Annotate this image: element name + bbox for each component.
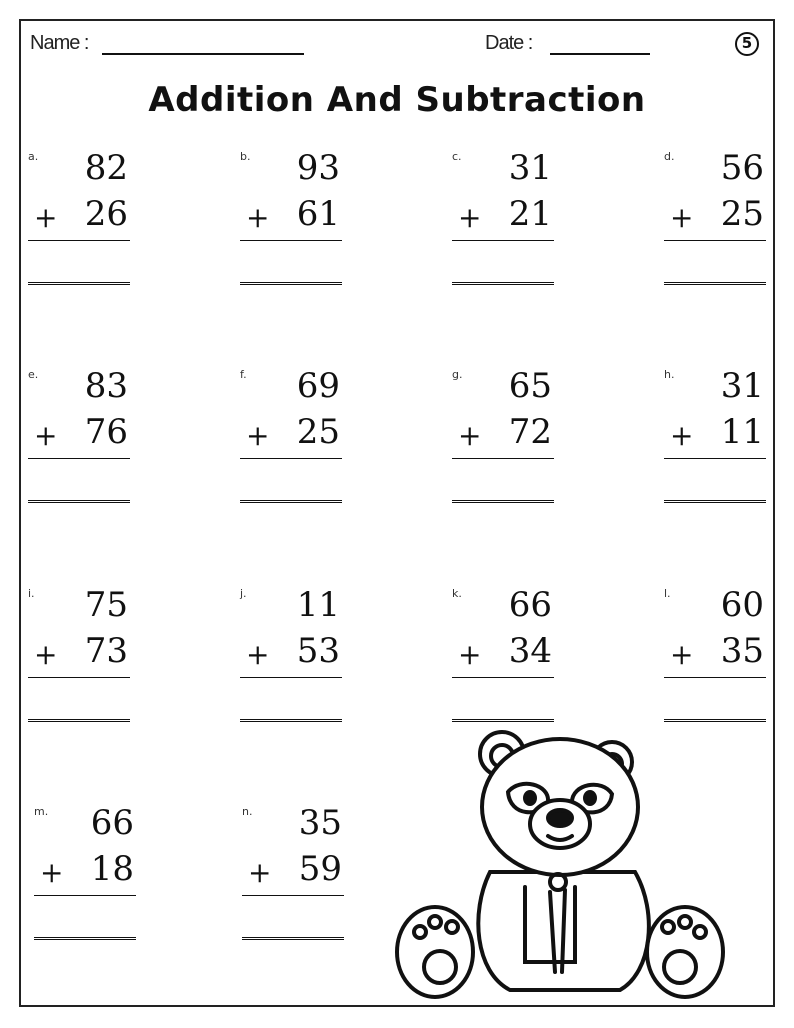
problem-label: j. — [240, 587, 247, 600]
plus-sign: + — [246, 201, 270, 234]
problem-label: d. — [664, 150, 675, 163]
plus-sign: + — [670, 638, 694, 671]
problem-f — [240, 368, 342, 508]
problem-label: i. — [28, 587, 35, 600]
problem-e — [28, 368, 130, 508]
problem-label: c. — [452, 150, 462, 163]
bottom-number: 34 — [508, 631, 552, 671]
panda-illustration — [390, 722, 730, 1002]
plus-sign: + — [246, 638, 270, 671]
answer-line[interactable] — [28, 719, 130, 724]
plus-sign: + — [34, 638, 58, 671]
sum-rule — [664, 677, 766, 678]
answer-line[interactable] — [242, 937, 344, 942]
answer-line[interactable] — [28, 500, 130, 505]
answer-line[interactable] — [28, 282, 130, 287]
sum-rule — [664, 240, 766, 241]
answer-line[interactable] — [34, 937, 136, 942]
bottom-number: 26 — [84, 194, 128, 234]
problem-label: l. — [664, 587, 671, 600]
date-label: Date : — [485, 32, 533, 54]
bottom-number: 59 — [298, 849, 342, 889]
problem-a — [28, 150, 130, 290]
problem-label: m. — [34, 805, 49, 818]
sum-rule — [28, 677, 130, 678]
date-field[interactable] — [550, 53, 650, 55]
bottom-number: 73 — [84, 631, 128, 671]
problem-d — [664, 150, 766, 290]
plus-sign: + — [458, 419, 482, 452]
name-field[interactable] — [102, 53, 304, 55]
plus-sign: + — [246, 419, 270, 452]
top-number: 35 — [298, 803, 342, 843]
sum-rule — [240, 677, 342, 678]
sum-rule — [452, 458, 554, 459]
bottom-number: 21 — [508, 194, 552, 234]
top-number: 83 — [84, 366, 128, 406]
top-number: 75 — [84, 585, 128, 625]
answer-line[interactable] — [240, 719, 342, 724]
sum-rule — [452, 677, 554, 678]
plus-sign: + — [670, 201, 694, 234]
bottom-number: 72 — [508, 412, 552, 452]
plus-sign: + — [34, 201, 58, 234]
sum-rule — [28, 458, 130, 459]
bottom-number: 18 — [90, 849, 134, 889]
sum-rule — [242, 895, 344, 896]
answer-line[interactable] — [452, 282, 554, 287]
problem-g — [452, 368, 554, 508]
problem-c — [452, 150, 554, 290]
top-number: 60 — [720, 585, 764, 625]
problem-label: h. — [664, 368, 675, 381]
sum-rule — [240, 240, 342, 241]
problem-j — [240, 587, 342, 727]
plus-sign: + — [248, 856, 272, 889]
answer-line[interactable] — [664, 500, 766, 505]
problem-m — [34, 805, 136, 945]
top-number: 65 — [508, 366, 552, 406]
plus-sign: + — [458, 638, 482, 671]
answer-line[interactable] — [452, 500, 554, 505]
plus-sign: + — [458, 201, 482, 234]
answer-line[interactable] — [240, 500, 342, 505]
problem-n — [242, 805, 344, 945]
plus-sign: + — [34, 419, 58, 452]
top-number: 69 — [296, 366, 340, 406]
sum-rule — [28, 240, 130, 241]
plus-sign: + — [670, 419, 694, 452]
top-number: 66 — [90, 803, 134, 843]
bottom-number: 76 — [84, 412, 128, 452]
bottom-number: 35 — [720, 631, 764, 671]
problem-label: a. — [28, 150, 39, 163]
answer-line[interactable] — [240, 282, 342, 287]
problem-label: n. — [242, 805, 253, 818]
top-number: 66 — [508, 585, 552, 625]
top-number: 11 — [296, 585, 340, 625]
problem-l — [664, 587, 766, 727]
top-number: 31 — [720, 366, 764, 406]
bottom-number: 53 — [296, 631, 340, 671]
problem-label: g. — [452, 368, 463, 381]
problem-h — [664, 368, 766, 508]
top-number: 31 — [508, 148, 552, 188]
top-number: 56 — [720, 148, 764, 188]
top-number: 93 — [296, 148, 340, 188]
top-number: 82 — [84, 148, 128, 188]
name-label: Name : — [30, 32, 89, 54]
sum-rule — [240, 458, 342, 459]
problem-k — [452, 587, 554, 727]
problem-label: b. — [240, 150, 251, 163]
bottom-number: 11 — [720, 412, 764, 452]
sum-rule — [664, 458, 766, 459]
sum-rule — [34, 895, 136, 896]
bottom-number: 61 — [296, 194, 340, 234]
problem-b — [240, 150, 342, 290]
bottom-number: 25 — [720, 194, 764, 234]
bottom-number: 25 — [296, 412, 340, 452]
sum-rule — [452, 240, 554, 241]
problem-label: k. — [452, 587, 462, 600]
problem-i — [28, 587, 130, 727]
plus-sign: + — [40, 856, 64, 889]
page-number-badge: 5 — [735, 32, 759, 56]
problem-label: f. — [240, 368, 247, 381]
problem-label: e. — [28, 368, 39, 381]
page-title: Addition And Subtraction — [148, 80, 646, 120]
answer-line[interactable] — [664, 282, 766, 287]
